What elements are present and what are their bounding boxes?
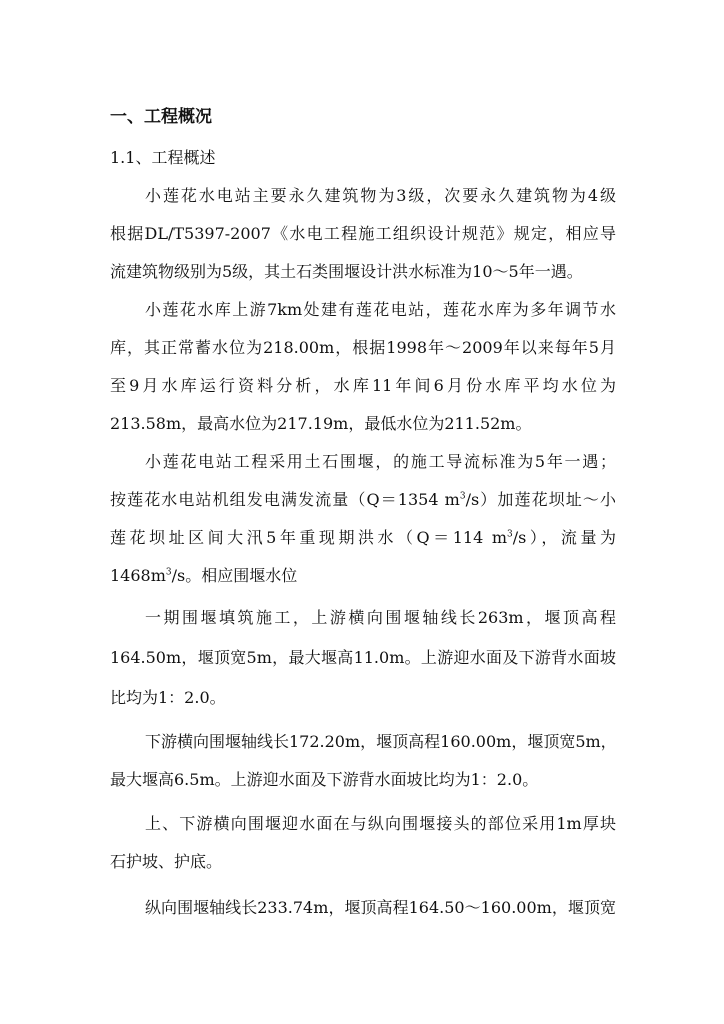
text-span: 1468m	[110, 566, 166, 585]
paragraph-3-line-3	[110, 528, 616, 548]
paragraph-3-line-2	[110, 490, 616, 510]
superscript: 3	[507, 529, 513, 540]
text-span: /s），流量为	[512, 528, 616, 547]
paragraph-5-line-1: 下游横向围堰轴线长172.20m，堰顶高程160.00m，堰顶宽5m，	[145, 732, 617, 751]
paragraph-2-line-2: 库，其正常蓄水位为218.00m，根据1998年～2009年以来每年5月	[110, 338, 616, 357]
text-span: 莲花坝址区间大汛5年重现期洪水（Q＝114 m	[110, 528, 508, 547]
paragraph-3-line-1: 小莲花电站工程采用土石围堰，的施工导流标准为5年一遇；	[145, 452, 616, 471]
paragraph-3-line-4	[110, 566, 616, 586]
text-span: 按莲花水电站机组发电满发流量（Q＝1354 m	[110, 490, 460, 509]
paragraph-2-line-1: 小莲花水库上游7km处建有莲花电站，莲花水库为多年调节水	[145, 300, 616, 319]
paragraph-1-line-3: 流建筑物级别为5级，其土石类围堰设计洪水标准为10～5年一遇。	[110, 262, 583, 281]
section-heading: 一、工程概况	[110, 107, 212, 127]
paragraph-7-line-1: 纵向围堰轴线长233.74m，堰顶高程164.50～160.00m，堰顶宽	[145, 898, 616, 917]
paragraph-6-line-1: 上、下游横向围堰迎水面在与纵向围堰接头的部位采用1m厚块	[145, 814, 616, 833]
paragraph-5-line-2: 最大堰高6.5m。上游迎水面及下游背水面坡比均为1：2.0。	[110, 770, 539, 789]
paragraph-4-line-1: 一期围堰填筑施工，上游横向围堰轴线长263m，堰顶高程	[145, 608, 616, 627]
paragraph-6-line-2: 石护坡、护底。	[110, 852, 223, 871]
text-span: /s。相应围堰水位	[171, 566, 298, 585]
paragraph-4-line-2: 164.50m，堰顶宽5m，最大堰高11.0m。上游迎水面及下游背水面坡	[110, 648, 616, 667]
paragraph-2-line-3: 至9月水库运行资料分析，水库11年间6月份水库平均水位为	[110, 376, 616, 395]
paragraph-2-line-4: 213.58m，最高水位为217.19m，最低水位为211.52m。	[110, 414, 532, 433]
text-span: /s）加莲花坝址～小	[465, 490, 616, 509]
superscript: 3	[459, 491, 466, 502]
subsection-heading: 1.1、工程概述	[110, 148, 216, 167]
paragraph-1-line-1: 小莲花水电站主要永久建筑物为3级，次要永久建筑物为4级	[145, 186, 616, 205]
paragraph-4-line-3: 比均为1：2.0。	[110, 688, 226, 707]
superscript: 3	[165, 567, 172, 578]
paragraph-1-line-2: 根据DL/T5397-2007《水电工程施工组织设计规范》规定，相应导	[110, 224, 616, 243]
